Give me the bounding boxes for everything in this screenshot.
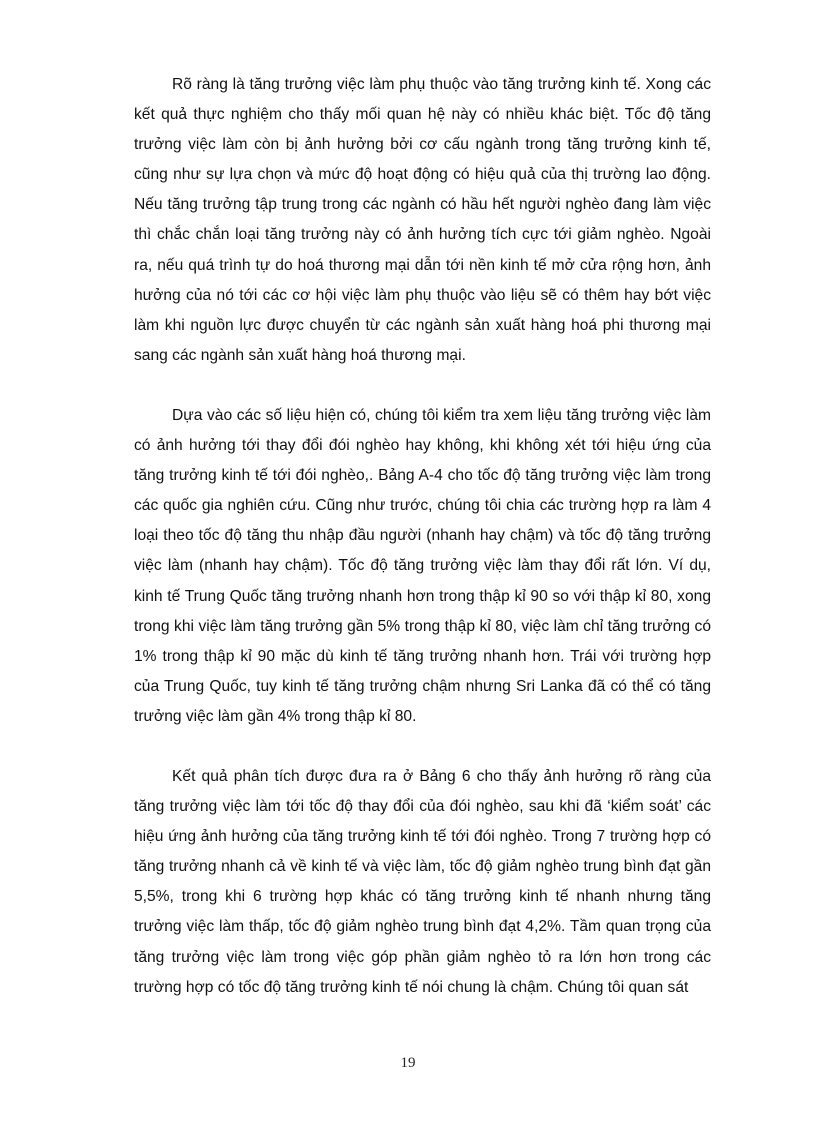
body-text [134, 70, 711, 1003]
paragraph-employment-growth: Rõ ràng là tăng trưởng việc làm phụ thuộc vào tăng trưởng kinh tế. Xong các kết quả thực nghiệm cho thấy mối quan hệ này có nhiều khác biệt. Tốc độ tăng trưởng việc làm còn bị ảnh hưởng bởi cơ cấu ngành trong tăng trưởng kinh tế, cũng như sự lựa chọn và mức độ hoạt động có hiệu quả của thị trường lao động. Nếu tăng trưởng tập trung trong các ngành có hầu hết người nghèo đang làm việc thì chắc chắn loại tăng trưởng này có ảnh hưởng tích cực tới giảm nghèo. Ngoài ra, nếu quá trình tự do hoá thương mại dẫn tới nền kinh tế mở cửa rộng hơn, ảnh hưởng của nó tới các cơ hội việc làm phụ thuộc vào liệu sẽ có thêm hay bớt việc làm khi nguồn lực được chuyển từ các ngành sản xuất hàng hoá phi thương mại sang các ngành sản xuất hàng hoá thương mại. [134, 76, 711, 364]
paragraph-results: Kết quả phân tích được đưa ra ở Bảng 6 cho thấy ảnh hưởng rõ ràng của tăng trưởng việc làm tới tốc độ thay đổi của đói nghèo, sau khi đã ‘kiểm soát’ các hiệu ứng ảnh hưởng của tăng trưởng kinh tế tới đói nghèo. Trong 7 trường hợp có tăng trưởng nhanh cả về kinh tế và việc làm, tốc độ giảm nghèo trung bình đạt gần 5,5%, trong khi 6 trường hợp khác có tăng trưởng kinh tế nhanh nhưng tăng trưởng việc làm thấp, tốc độ giảm nghèo trung bình đạt 4,2%. Tầm quan trọng của tăng trưởng việc làm trong việc góp phần giảm nghèo tỏ ra lớn hơn trong các trường hợp có tốc độ tăng trưởng kinh tế nói chung là chậm. Chúng tôi quan sát [134, 767, 711, 996]
page-number: 19 [400, 1055, 416, 1071]
paragraph-data-analysis: Dựa vào các số liệu hiện có, chúng tôi kiểm tra xem liệu tăng trưởng việc làm có ảnh hưởng tới thay đổi đói nghèo hay không, khi không xét tới hiệu ứng của tăng trưởng kinh tế tới đói nghèo,. Bảng A-4 cho tốc độ tăng trưởng việc làm trong các quốc gia nghiên cứu. Cũng như trước, chúng tôi chia các trường hợp ra làm 4 loại theo tốc độ tăng thu nhập đầu người (nhanh hay chậm) và tốc độ tăng trưởng việc làm (nhanh hay chậm). Tốc độ tăng trưởng việc làm thay đổi rất lớn. Ví dụ, kinh tế Trung Quốc tăng trưởng nhanh hơn trong thập kỉ 90 so với thập kỉ 80, xong trong khi việc làm tăng trưởng gần 5% trong thập kỉ 80, việc làm chỉ tăng trưởng có 1% trong thập kỉ 90 mặc dù kinh tế tăng trưởng nhanh hơn. Trái với trường hợp của Trung Quốc, tuy kinh tế tăng trưởng chậm nhưng Sri Lanka đã có thể có tăng trưởng việc làm gần 4% trong thập kỉ 80. [134, 406, 711, 725]
